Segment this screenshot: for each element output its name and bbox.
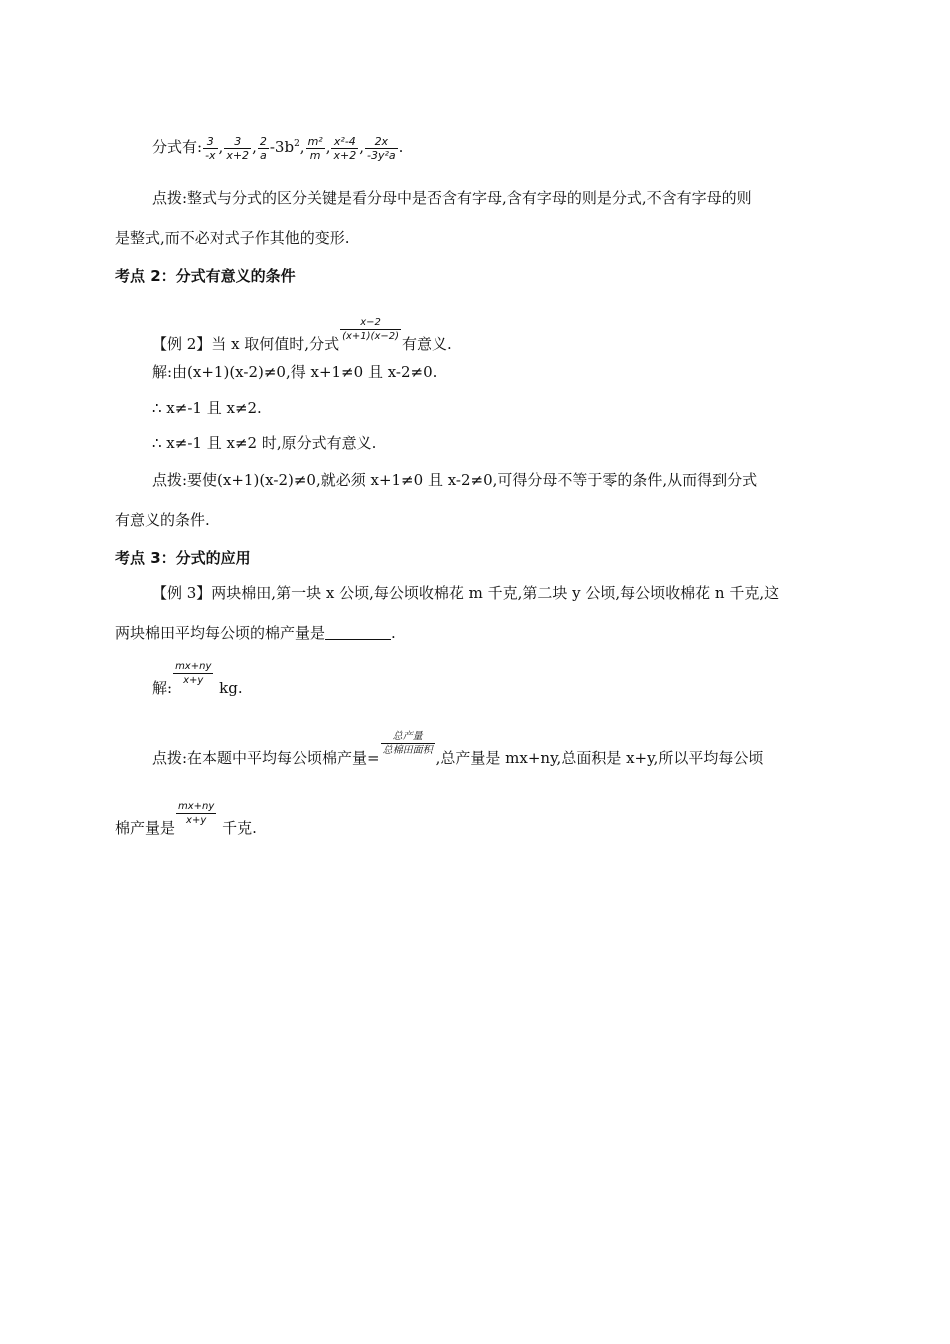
tip1-line2: 是整式,而不必对式子作其他的变形. [115,229,350,247]
example3-line2: 两块棉田平均每公顷的棉产量是 . [115,624,396,642]
example2-line: 【例 2】当 x 取何值时,分式 $\frac{x-2}{(x+1)(x-2)}$ 有意义. [152,317,452,353]
tip3-line2: 棉产量是 $\frac{mx+ny}{x+y}$ 千克. [115,801,257,837]
solution2-line1: 解:由(x+1)(x-2)≠0,得 x+1≠0 且 x-2≠0. [152,363,438,381]
tip3-fraction-2: $\frac{mx+ny}{x+y}$ [178,801,215,826]
tip3-line1: 点拨:在本题中平均每公顷棉产量= $\frac{\text{总产量}}{\text{总棉田面积}}$ ,总产量是 mx+ny,总面积是 x+y,所以平均每公顷 [152,731,764,767]
solution2-line2: ∴ x≠-1 且 x≠2. [152,399,262,417]
fraction-list-line: 分式有: $\frac{3}{-x}$ , $\frac{3}{x+2}$ , $\frac{2}{a}$ $-3b^2$, $\frac{\text{m²}}{m}$ , $\frac{\text{x²-4}}{x+2}$ , $\frac{2x}{\text{-3y²a}}$ . [152,134,404,162]
solution2-line3: ∴ x≠-1 且 x≠2 时,原分式有意义. [152,434,377,452]
solution3-fraction: $\frac{mx+ny}{x+y}$ [175,661,212,686]
term-3b: -3b [269,138,295,156]
fraction-4: $\frac{\text{m²}}{m}$ [307,134,323,162]
section-heading-3: 考点 3：分式的应用 [115,549,251,567]
tip2-line1: 点拨:要使(x+1)(x-2)≠0,就必须 x+1≠0 且 x-2≠0,可得分母不等于零的条件,从而得到分式 [152,471,758,489]
tip3-fraction: $\frac{\text{总产量}}{\text{总棉田面积}}$ [382,731,433,756]
fraction-3: $\frac{2}{a}$ [259,134,267,162]
example2-fraction: $\frac{x-2}{(x+1)(x-2)}$ [342,317,400,342]
fraction-1: $\frac{3}{-x}$ [205,134,216,162]
tip2-line2: 有意义的条件. [115,511,210,529]
fraction-2: $\frac{3}{x+2}$ [226,134,250,162]
answer-blank [325,625,391,640]
section-heading-2: 考点 2：分式有意义的条件 [115,267,296,285]
fraction-list-prefix: 分式有: [152,138,203,156]
solution3-line: 解: $\frac{mx+ny}{x+y}$ kg. [152,661,243,697]
example3-line1: 【例 3】两块棉田,第一块 x 公顷,每公顷收棉花 m 千克,第二块 y 公顷,每公顷收棉花 n 千克,这 [152,584,780,602]
fraction-5: $\frac{\text{x²-4}}{x+2}$ [333,134,357,162]
term-3b-exponent: 2 [294,139,300,149]
tip1-line1: 点拨:整式与分式的区分关键是看分母中是否含有字母,含有字母的则是分式,不含有字母的则 [152,189,752,207]
fraction-6: $\frac{2x}{\text{-3y²a}}$ [367,134,396,162]
